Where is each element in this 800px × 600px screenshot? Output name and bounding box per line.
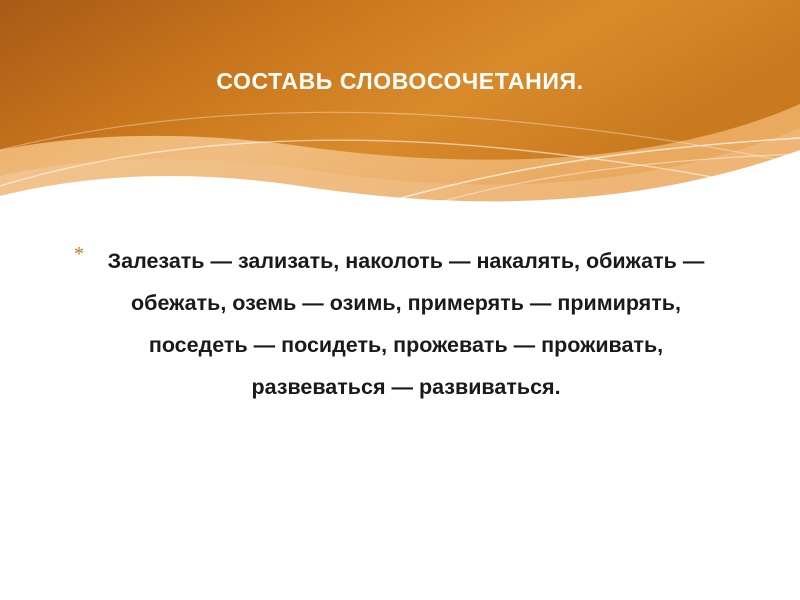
- body-paragraph-text: Залезать — зализать, наколоть — накалять, обижать — обежать, оземь — озимь, примерять — примирять, поседеть — посидеть, прожевать — проживать, развеваться — развиваться.: [107, 249, 705, 399]
- slide-body: [74, 240, 716, 408]
- bullet-paragraph: [74, 240, 716, 408]
- header-banner-decoration: [0, 0, 800, 210]
- bullet-marker-icon: *: [74, 243, 84, 265]
- slide-title: СОСТАВЬ СЛОВОСОЧЕТАНИЯ.: [216, 68, 584, 94]
- banner-swoosh-graphic: [0, 0, 800, 210]
